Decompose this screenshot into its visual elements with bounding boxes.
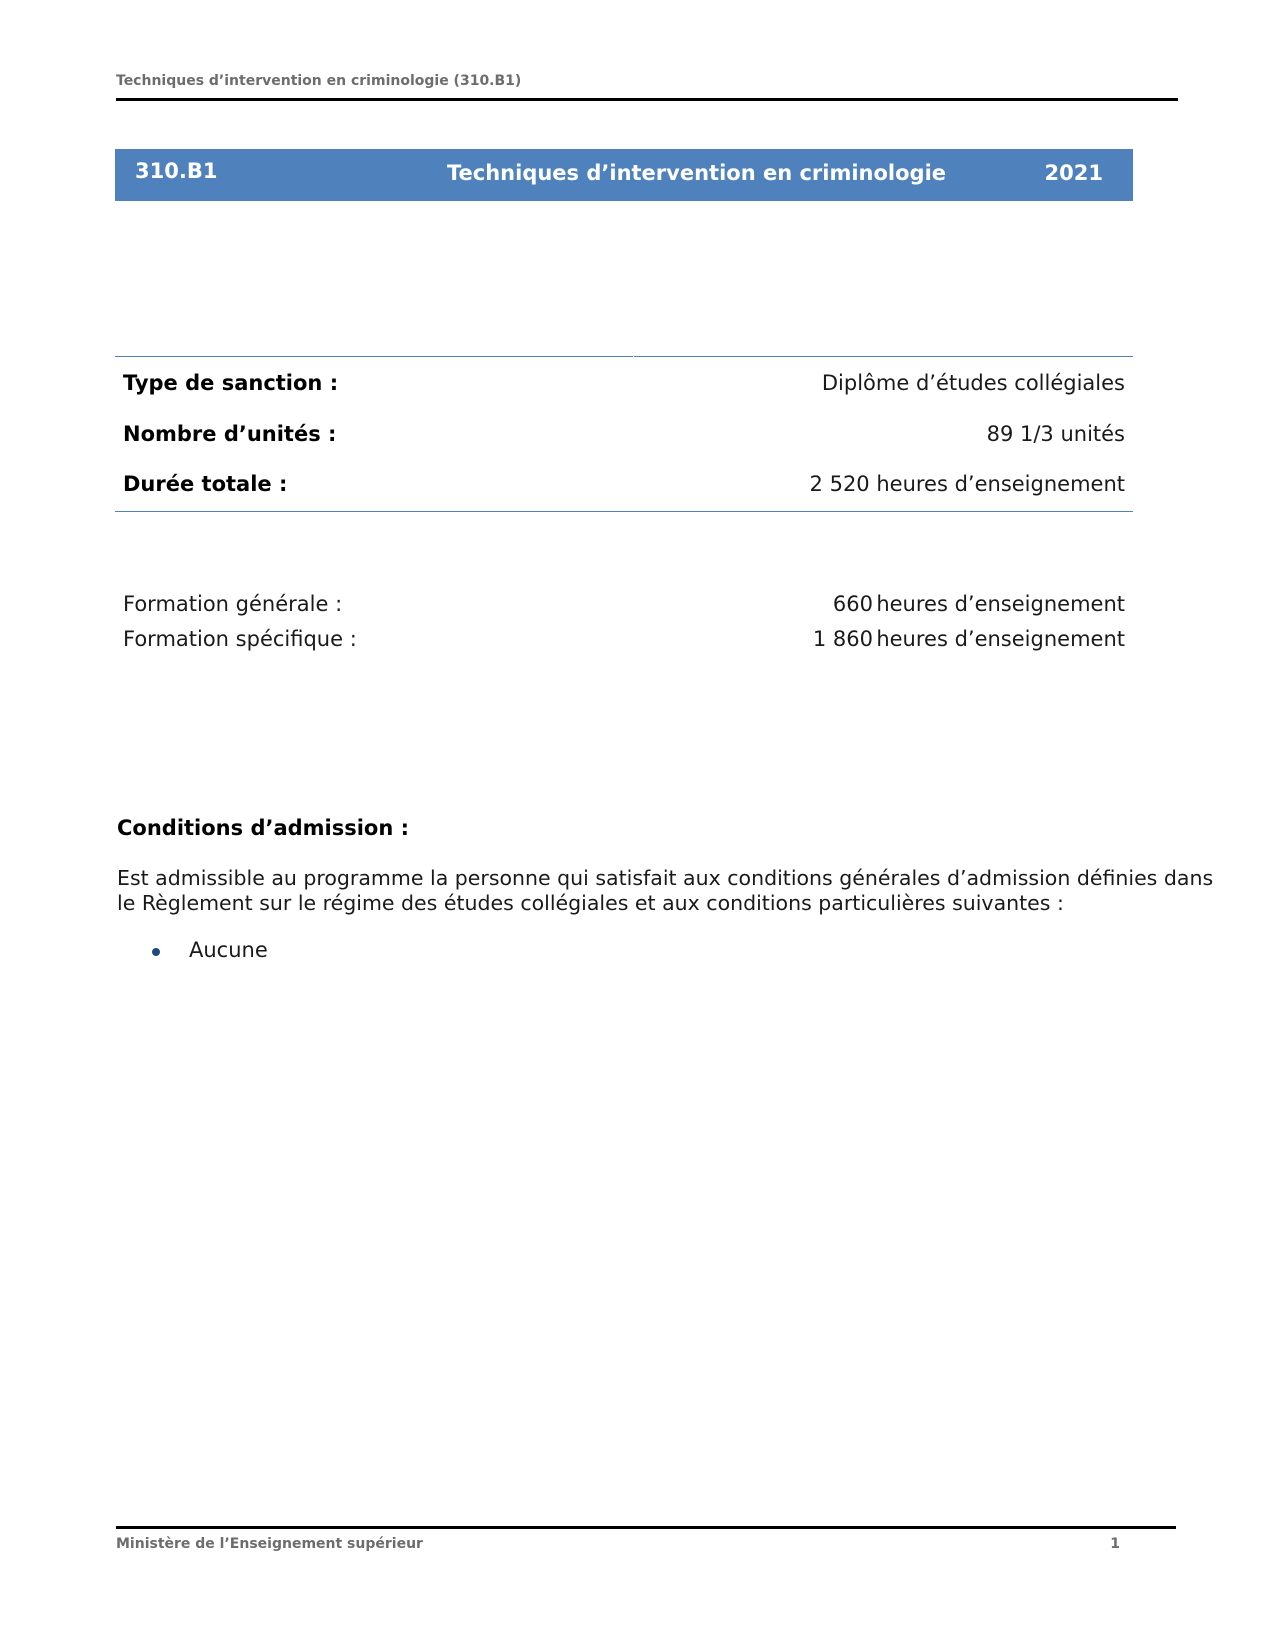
page-footer — [116, 1526, 1176, 1559]
summary-bottom-rule — [115, 511, 1133, 512]
summary-row-duration — [123, 472, 1125, 502]
hours-label: Formation spécifique : — [123, 627, 357, 651]
running-title: Techniques d’intervention en criminologie (310.B1) — [116, 73, 522, 89]
page-header — [116, 72, 1178, 101]
summary-label: Durée totale : — [123, 472, 288, 496]
program-title: Techniques d’intervention en criminologie — [447, 161, 947, 185]
list-item — [152, 938, 552, 966]
summary-row-sanction — [123, 371, 1125, 401]
summary-value: 89 1/3 unités — [986, 422, 1125, 446]
summary-value: Diplôme d’études collégiales — [821, 371, 1125, 395]
hours-number: 1 860 — [812, 627, 873, 651]
hours-unit: heures d’enseignement — [876, 592, 1125, 616]
admission-paragraph — [117, 866, 1214, 916]
hours-label: Formation générale : — [123, 592, 343, 616]
summary-label: Type de sanction : — [123, 371, 339, 395]
summary-label: Nombre d’unités : — [123, 422, 337, 446]
summary-row-units — [123, 422, 1125, 452]
bullet-dot-icon — [152, 948, 160, 956]
summary-top-rule-left — [115, 356, 633, 357]
program-code: 310.B1 — [135, 159, 218, 183]
summary-top-rule-right — [634, 356, 1133, 357]
admission-line: le Règlement sur le régime des études collégiales et aux conditions particulières suivantes : — [117, 891, 1064, 915]
admission-line: Est admissible au programme la personne qui satisfait aux conditions générales d’admission définies dans — [117, 866, 1214, 890]
hours-unit: heures d’enseignement — [876, 627, 1125, 651]
hours-row-general — [123, 592, 1125, 622]
program-year: 2021 — [1044, 161, 1103, 185]
summary-value: 2 520 heures d’enseignement — [809, 472, 1125, 496]
hours-row-specific — [123, 627, 1125, 657]
bullet-text: Aucune — [189, 938, 268, 962]
footer-ministry: Ministère de l’Enseignement supérieur — [116, 1536, 423, 1552]
hours-number: 660 — [832, 592, 873, 616]
page-number: 1 — [1110, 1536, 1120, 1552]
admission-heading: Conditions d’admission : — [117, 816, 410, 840]
program-summary — [115, 356, 1133, 512]
title-banner — [115, 149, 1133, 201]
